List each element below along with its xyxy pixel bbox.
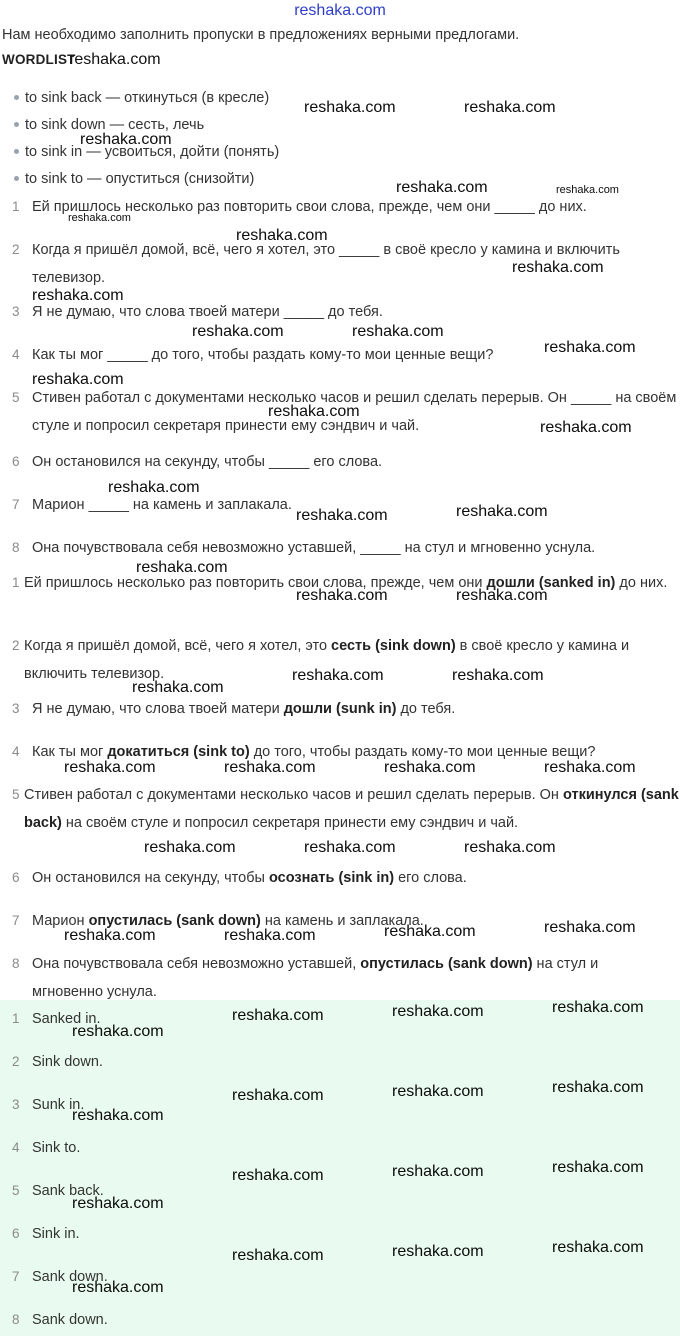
exercise-number: 1 <box>12 199 20 214</box>
watermark: reshaka.com <box>236 227 328 244</box>
exercise-number: 7 <box>12 497 20 512</box>
answer-number: 4 <box>12 1140 20 1155</box>
answer-highlight: осознать (sink in) <box>268 870 395 886</box>
watermark: reshaka.com <box>552 999 644 1016</box>
watermark: reshaka.com <box>224 759 316 776</box>
exercise-sentence: Когда я пришёл домой, всё, чего я хотел, это _____ в своё кресло у камина и включить телевизор. <box>32 242 620 286</box>
watermark: reshaka.com <box>32 287 124 304</box>
exercise-number: 6 <box>12 454 20 469</box>
watermark: reshaka.com <box>232 1247 324 1264</box>
filled-number: 2 <box>12 638 20 653</box>
exercise-number: 5 <box>12 390 20 405</box>
wordlist-watermark: reshaka.com <box>69 51 161 68</box>
answer-text: Sink to. <box>32 1140 81 1156</box>
watermark: reshaka.com <box>544 339 636 356</box>
watermark: reshaka.com <box>392 1003 484 1020</box>
watermark: reshaka.com <box>136 559 228 576</box>
filled-sentence: Я не думаю, что слова твоей матери дошли (sunk in) до тебя. <box>32 701 456 717</box>
filled-sentence: Как ты мог докатиться (sink to) до того, чтобы раздать кому-то мои ценные вещи? <box>32 744 596 760</box>
exercise-sentence: Я не думаю, что слова твоей матери _____ до тебя. <box>32 304 383 320</box>
wordlist-label: WORDLIST <box>2 52 76 67</box>
watermark: reshaka.com <box>108 479 200 496</box>
answer-highlight: откинулся (sank back) <box>24 787 679 831</box>
wordlist-item: to sink to — опуститься (снизойти) <box>14 171 254 187</box>
watermark: reshaka.com <box>132 679 224 696</box>
watermark: reshaka.com <box>464 839 556 856</box>
watermark: reshaka.com <box>72 1107 164 1124</box>
answer-highlight: опустилась (sank down) <box>88 913 261 929</box>
exercise-number: 8 <box>12 540 20 555</box>
bullet-icon <box>14 122 19 127</box>
watermark: reshaka.com <box>392 1163 484 1180</box>
site-title[interactable]: reshaka.com <box>294 2 386 19</box>
answer-text: Sank back. <box>32 1183 104 1199</box>
answer-number: 7 <box>12 1269 20 1284</box>
watermark: reshaka.com <box>224 927 316 944</box>
filled-number: 8 <box>12 956 20 971</box>
filled-number: 1 <box>12 575 20 590</box>
watermark: reshaka.com <box>304 839 396 856</box>
filled-sentence: Марион опустилась (sank down) на камень и заплакала. <box>32 913 424 929</box>
watermark: reshaka.com <box>456 503 548 520</box>
watermark: reshaka.com <box>352 323 444 340</box>
answer-highlight: докатиться (sink to) <box>107 744 250 760</box>
answer-number: 6 <box>12 1226 20 1241</box>
answer-number: 1 <box>12 1011 20 1026</box>
wordlist-item: to sink in — усвоиться, дойти (понять) <box>14 144 279 160</box>
exercise-sentence: Марион _____ на камень и заплакала. <box>32 497 292 513</box>
watermark: reshaka.com <box>64 927 156 944</box>
answer-text: Sink down. <box>32 1054 103 1070</box>
exercise-number: 2 <box>12 242 20 257</box>
wordlist-item: to sink down — сесть, лечь <box>14 117 204 133</box>
filled-sentence: Она почувствовала себя невозможно уставшей, опустилась (sank down) на стул и мгновенно уснула. <box>32 956 599 1000</box>
filled-number: 4 <box>12 744 20 759</box>
answer-highlight: дошли (sanked in) <box>486 575 616 591</box>
answer-highlight: сесть (sink down) <box>331 638 456 654</box>
answer-text: Sink in. <box>32 1226 80 1242</box>
watermark: reshaka.com <box>556 184 619 196</box>
bullet-icon <box>14 176 19 181</box>
answer-text: Sank down. <box>32 1269 108 1285</box>
filled-number: 7 <box>12 913 20 928</box>
watermark: reshaka.com <box>552 1159 644 1176</box>
bullet-icon <box>14 95 19 100</box>
wordlist-item: to sink back — откинуться (в кресле) <box>14 90 269 106</box>
watermark: reshaka.com <box>72 1279 164 1296</box>
watermark: reshaka.com <box>392 1083 484 1100</box>
watermark: reshaka.com <box>232 1167 324 1184</box>
filled-number: 6 <box>12 870 20 885</box>
watermark: reshaka.com <box>232 1007 324 1024</box>
intro-text: Нам необходимо заполнить пропуски в предложениях верными предлогами. <box>2 27 520 43</box>
watermark: reshaka.com <box>384 923 476 940</box>
answer-text: Sank down. <box>32 1312 108 1328</box>
watermark: reshaka.com <box>64 759 156 776</box>
watermark: reshaka.com <box>144 839 236 856</box>
answer-highlight: дошли (sunk in) <box>283 701 397 717</box>
exercise-sentence: Он остановился на секунду, чтобы _____ его слова. <box>32 454 383 470</box>
watermark: reshaka.com <box>304 99 396 116</box>
exercise-number: 3 <box>12 304 20 319</box>
watermark: reshaka.com <box>384 759 476 776</box>
watermark: reshaka.com <box>192 323 284 340</box>
watermark: reshaka.com <box>540 419 632 436</box>
filled-number: 3 <box>12 701 20 716</box>
watermark: reshaka.com <box>512 259 604 276</box>
bullet-icon <box>14 149 19 154</box>
watermark: reshaka.com <box>268 403 360 420</box>
filled-sentence: Когда я пришёл домой, всё, чего я хотел, это сесть (sink down) в своё кресло у камина и включить телевизор. <box>24 638 630 682</box>
exercise-sentence: Как ты мог _____ до того, чтобы раздать кому-то мои ценные вещи? <box>32 347 494 363</box>
watermark: reshaka.com <box>32 371 124 388</box>
watermark: reshaka.com <box>392 1243 484 1260</box>
watermark: reshaka.com <box>80 131 172 148</box>
exercise-number: 4 <box>12 347 20 362</box>
filled-sentence: Стивен работал с документами несколько часов и решил сделать перерыв. Он откинулся (sank back) на своём стуле и попросил секретаря принести ему сэндвич и чай. <box>24 787 679 831</box>
answer-highlight: опустилась (sank down) <box>360 956 533 972</box>
watermark: reshaka.com <box>552 1239 644 1256</box>
watermark: reshaka.com <box>292 667 384 684</box>
watermark: reshaka.com <box>396 179 488 196</box>
watermark: reshaka.com <box>72 1195 164 1212</box>
answer-text: Sunk in. <box>32 1097 85 1113</box>
filled-sentence: Ей пришлось несколько раз повторить свои слова, прежде, чем они дошли (sanked in) до них. <box>24 575 668 591</box>
watermark: reshaka.com <box>544 759 636 776</box>
watermark: reshaka.com <box>68 212 131 224</box>
watermark: reshaka.com <box>544 919 636 936</box>
answer-text: Sanked in. <box>32 1011 101 1027</box>
answer-number: 2 <box>12 1054 20 1069</box>
watermark: reshaka.com <box>452 667 544 684</box>
watermark: reshaka.com <box>552 1079 644 1096</box>
answer-number: 3 <box>12 1097 20 1112</box>
watermark: reshaka.com <box>456 587 548 604</box>
exercise-sentence: Она почувствовала себя невозможно уставшей, _____ на стул и мгновенно уснула. <box>32 540 596 556</box>
answer-number: 5 <box>12 1183 20 1198</box>
watermark: reshaka.com <box>296 587 388 604</box>
watermark: reshaka.com <box>72 1023 164 1040</box>
exercise-sentence: Стивен работал с документами несколько часов и решил сделать перерыв. Он _____ на своём стуле и попросил секретаря принести ему сэндвич и чай. <box>32 390 677 434</box>
watermark: reshaka.com <box>232 1087 324 1104</box>
answer-number: 8 <box>12 1312 20 1327</box>
exercise-sentence: Ей пришлось несколько раз повторить свои слова, прежде, чем они _____ до них. <box>32 199 587 215</box>
watermark: reshaka.com <box>464 99 556 116</box>
filled-sentence: Он остановился на секунду, чтобы осознать (sink in) его слова. <box>32 870 467 886</box>
filled-number: 5 <box>12 787 20 802</box>
watermark: reshaka.com <box>296 507 388 524</box>
